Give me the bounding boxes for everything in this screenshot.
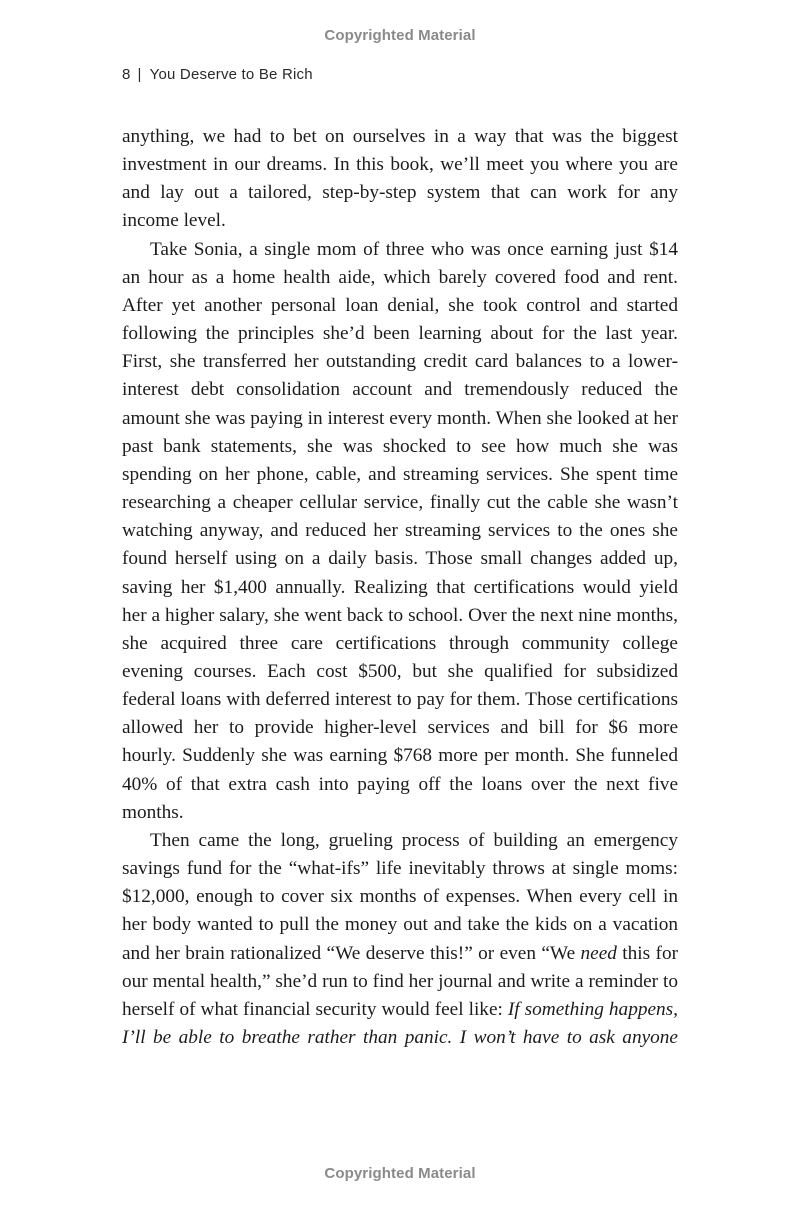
copyright-watermark-bottom: Copyrighted Material [324, 1165, 476, 1182]
page-number: 8 [122, 66, 131, 83]
italic-passage: If something happens, I’ll be able to breathe rather than panic. I won’t have to ask anyone [122, 998, 679, 1048]
body-text [122, 123, 678, 1052]
paragraph-3-text-a: Then came the long, grueling process of building an emergency savings fund for the “what-ifs” life inevitably throws at single moms: $12,000, enough to cover six months of expenses. When every cell in her body wanted to pull the money out and take the kids on a vacation and her brain rationalized “We deserve this!” or even “We [122, 829, 678, 964]
paragraph-2: Take Sonia, a single mom of three who was once earning just $14 an hour as a home health aide, which barely covered food and rent. After yet another personal loan denial, she took control and started following the principles she’d been learning about for the last year. First, she transferred her outstanding credit card balances to a lower-interest debt consolidation account and tremendously reduced the amount she was paying in interest every month. When she looked at her past bank statements, she was shocked to see how much she was spending on her phone, cable, and streaming services. She spent time researching a cheaper cellular service, finally cut the cable she wasn’t watching anyway, and reduced her streaming services to the ones she found herself using on a daily basis. Those small changes added up, saving her $1,400 annually. Realizing that certifications would yield her a higher salary, she went back to school. Over the next nine months, she acquired three care certifications through community college evening courses. Each cost $500, but she qualified for subsidized federal loans with deferred interest to pay for them. Those certifications allowed her to provide higher-level services and bill for $6 more hourly. Suddenly she was earning $768 more per month. She funneled 40% of that extra cash into paying off the loans over the next five months. [122, 238, 678, 823]
running-head-separator: | [137, 66, 142, 83]
book-title: You Deserve to Be Rich [149, 66, 313, 83]
running-head [122, 66, 313, 83]
paragraph-3 [122, 827, 678, 1052]
copyright-watermark-top: Copyrighted Material [324, 27, 476, 44]
paragraph-3-text-b: this for our mental health,” she’d run to find her journal and write a reminder to herself of what financial security would feel like: [122, 942, 679, 1020]
paragraph-1: anything, we had to bet on ourselves in a way that was the biggest investment in our dreams. In this book, we’ll meet you where you are and lay out a tailored, step-by-step system that can work for any income level. [122, 126, 678, 232]
emphasis-need: need [580, 942, 617, 964]
